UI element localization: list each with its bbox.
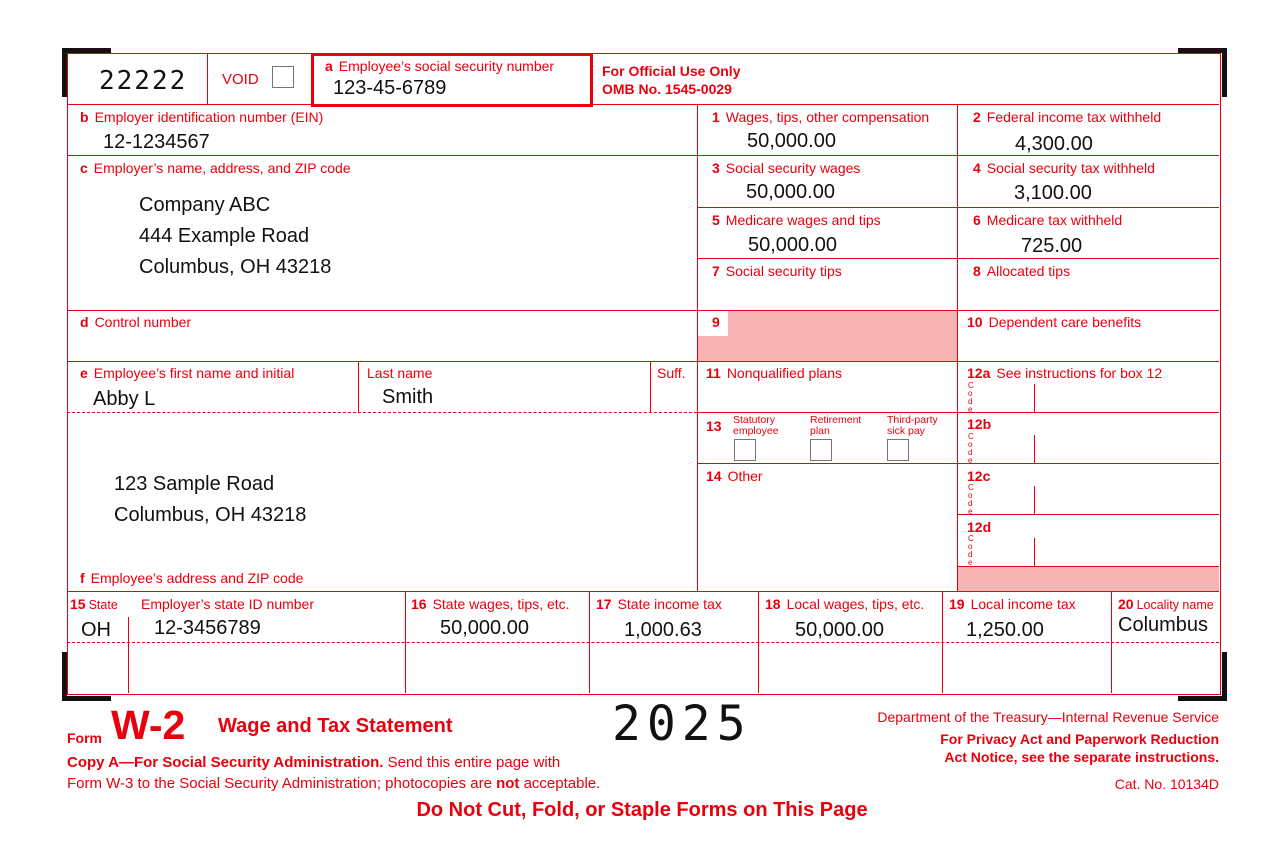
catalog-number: Cat. No. 10134D [1114,776,1219,792]
box-12a-label: 12a See instructions for box 12 [967,365,1163,381]
box-c-label: c Employer’s name, address, and ZIP code [80,160,351,176]
box-9-label: 9 [712,314,720,330]
ssn-value: 123-45-6789 [333,77,447,99]
do-not-cut-warning: Do Not Cut, Fold, or Staple Forms on This Page [416,799,868,821]
privacy-line2: Act Notice, see the separate instructions. [944,749,1219,765]
box-11-label: 11 Nonqualified plans [706,365,843,381]
state-value: OH [81,619,111,641]
row-line-dashed [67,642,1219,643]
box-16-value: 50,000.00 [440,617,529,639]
col-line [358,361,359,412]
box-e-first-label: e Employee’s first name and initial [80,365,295,381]
box-f-label: f Employee’s address and ZIP code [80,570,304,586]
box-19-value: 1,250.00 [966,619,1044,641]
row-line [67,310,1219,311]
box-12-shaded [958,566,1219,591]
box-17-value: 1,000.63 [624,619,702,641]
privacy-line1: For Privacy Act and Paperwork Reduction [940,731,1219,747]
box-1-value: 50,000.00 [747,130,836,152]
box-12c-label: 12c [967,468,991,484]
row-line [697,258,1219,259]
third-party-sick-pay-label: Third-party sick pay [887,414,938,437]
box-15-id-label: Employer’s state ID number [141,596,314,612]
omb-number: OMB No. 1545-0029 [602,81,732,97]
box-12d-code-label: C o d e [968,534,974,567]
employer-street: 444 Example Road [139,225,310,247]
box-b-label: b Employer identification number (EIN) [80,109,324,125]
box-e-suffix-label: Suff. [657,365,686,381]
box-19-label: 19 Local income tax [949,596,1076,612]
row-line [67,361,1219,362]
box-15-state-label: 15 State [70,596,118,612]
col-line [942,591,943,693]
box-13-label: 13 [706,418,722,434]
box-6-value: 725.00 [1021,235,1083,257]
void-label: VOID [222,71,259,88]
box-18-value: 50,000.00 [795,619,884,641]
form-name-w2: W-2 [111,702,186,748]
box-e-last-label: Last name [367,365,433,381]
form-word: Form [67,730,102,746]
retirement-plan-label: Retirement plan [810,414,862,437]
row-line [67,591,1219,592]
col-line [128,617,129,693]
statutory-employee-label: Statutory employee [733,414,779,437]
employee-last-name: Smith [382,386,434,408]
box-18-label: 18 Local wages, tips, etc. [765,596,925,612]
row-line [958,514,1219,515]
col-line [589,591,590,693]
box-12d-label: 12d [967,519,992,535]
box-5-label: 5 Medicare wages and tips [712,212,881,228]
row-line [697,207,1219,208]
employee-city: Columbus, OH 43218 [114,504,307,526]
box-14-label: 14 Other [706,468,763,484]
box-20-label: 20 Locality name [1118,596,1214,612]
void-checkbox[interactable] [272,66,294,88]
box-4-label: 4 Social security tax withheld [973,160,1155,176]
box-8-label: 8 Allocated tips [973,263,1071,279]
box-5-value: 50,000.00 [748,234,837,256]
box-3-value: 50,000.00 [746,181,835,203]
col-line [1111,591,1112,693]
state-id-value: 12-3456789 [154,617,261,639]
col-line [957,104,958,591]
box-d-label: d Control number [80,314,192,330]
row-line-dashed [67,412,697,413]
form-id: 22222 [99,66,188,96]
third-party-sick-pay-checkbox[interactable] [887,439,909,461]
box-12b-code-label: C o d e [968,432,974,465]
box-1-label: 1 Wages, tips, other compensation [712,109,930,125]
col-line [405,591,406,693]
copy-a-line2: Form W-3 to the Social Security Administration; photocopies are not acceptable. [67,775,601,792]
box-2-label: 2 Federal income tax withheld [973,109,1162,125]
employer-city: Columbus, OH 43218 [139,256,332,278]
statutory-employee-checkbox[interactable] [734,439,756,461]
tax-year: 2025 [612,696,752,752]
box-4-value: 3,100.00 [1014,182,1092,204]
box-3-label: 3 Social security wages [712,160,861,176]
box-6-label: 6 Medicare tax withheld [973,212,1123,228]
row-line [697,412,1219,413]
box-9-shaded-bottom [697,336,728,361]
box-7-label: 7 Social security tips [712,263,842,279]
official-use-line1: For Official Use Only [602,63,741,79]
box-12b-code-divider [1034,435,1035,463]
copy-a-line1: Copy A—For Social Security Administration. Send this entire page with [67,754,561,771]
department-label: Department of the Treasury—Internal Revenue Service [877,709,1219,725]
locality-value: Columbus [1118,614,1209,636]
box-12c-code-divider [1034,486,1035,514]
box-12c-code-label: C o d e [968,483,974,516]
employee-first-name: Abby L [93,388,156,410]
box-10-label: 10 Dependent care benefits [967,314,1142,330]
ein-value: 12-1234567 [103,131,210,153]
employer-name: Company ABC [139,194,271,216]
col-line [697,104,698,591]
retirement-plan-checkbox[interactable] [810,439,832,461]
employee-street: 123 Sample Road [114,473,275,495]
row-line [697,463,1219,464]
box-9-shaded [728,310,957,361]
col-line [758,591,759,693]
box-16-label: 16 State wages, tips, etc. [411,596,570,612]
box-12a-code-label: C o d e [968,381,974,414]
box-12d-code-divider [1034,538,1035,566]
box-12b-label: 12b [967,416,992,432]
form-title: Wage and Tax Statement [218,715,453,737]
box-12a-code-divider [1034,384,1035,412]
col-line [207,53,208,104]
row-line [958,566,1219,567]
row-line [67,155,1219,156]
row-line [67,104,1219,105]
box-2-value: 4,300.00 [1015,133,1093,155]
col-line [650,361,651,412]
box-17-label: 17 State income tax [596,596,722,612]
box-a-label: a Employee’s social security number [325,58,555,74]
